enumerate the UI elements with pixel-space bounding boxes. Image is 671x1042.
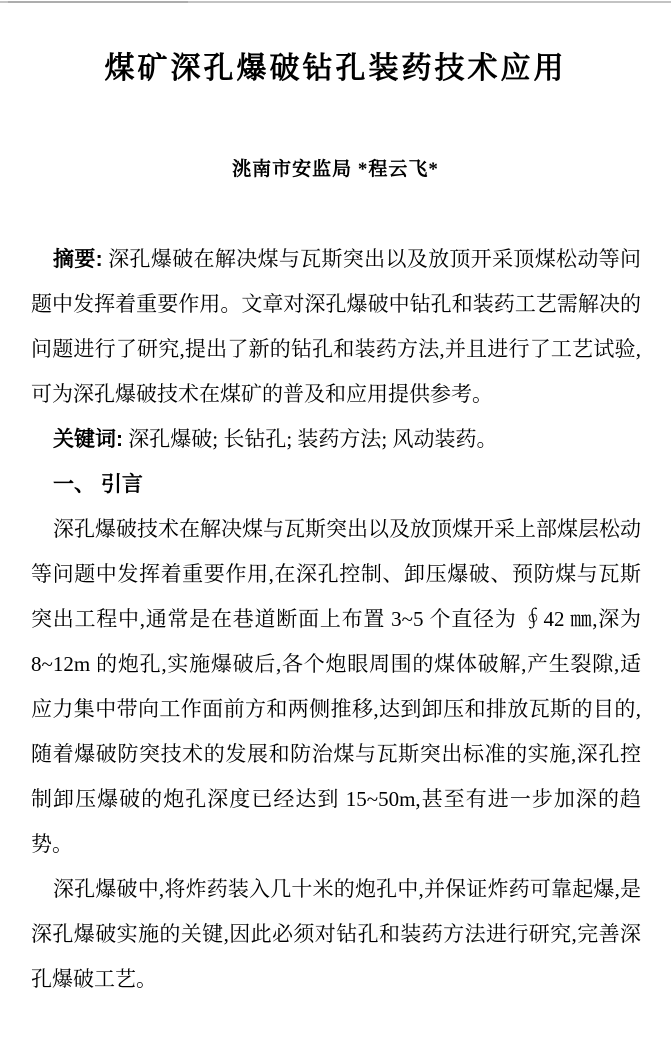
abstract-paragraph [31,237,641,417]
keywords-paragraph [31,417,641,462]
abstract-label: 摘要: [53,248,103,271]
keywords-label: 关键词: [53,428,123,451]
intro-paragraph-1: 深孔爆破技术在解决煤与瓦斯突出以及放顶煤开采上部煤层松动等问题中发挥着重要作用,在深孔控制、卸压爆破、预防煤与瓦斯突出工程中,通常是在巷道断面上布置 3~5 个直径为 ∮42 ㎜,深为 8~12m 的炮孔,实施爆破后,各个炮眼周围的煤体破解,产生裂隙,适应力集中带向工作面前方和两侧推移,达到卸压和排放瓦斯的目的,随着爆破防突技术的发展和防治煤与瓦斯突出标准的实施,深孔控制卸压爆破的炮孔深度已经达到 15~50m,甚至有进一步加深的趋势。 [31,517,641,856]
section-heading-introduction: 一、 引言 [53,473,143,496]
page-top-border-segment [8,1,188,3]
author-byline: 洮南市安监局 *程云飞* [232,159,439,180]
abstract-text: 深孔爆破在解决煤与瓦斯突出以及放顶开采顶煤松动等问题中发挥着重要作用。文章对深孔爆破中钻孔和装药工艺需解决的问题进行了研究,提出了新的钻孔和装药方法,并且进行了工艺试验,可为深孔爆破技术在煤矿的普及和应用提供参考。 [31,247,642,406]
document-body [31,237,641,1002]
intro-paragraph-2: 深孔爆破中,将炸药装入几十米的炮孔中,并保证炸药可靠起爆,是深孔爆破实施的关键,因此必须对钻孔和装药方法进行研究,完善深孔爆破工艺。 [31,877,641,991]
page-title: 煤矿深孔爆破钻孔装药技术应用 [104,52,567,85]
keywords-text: 深孔爆破; 长钻孔; 装药方法; 风动装药。 [128,427,498,451]
